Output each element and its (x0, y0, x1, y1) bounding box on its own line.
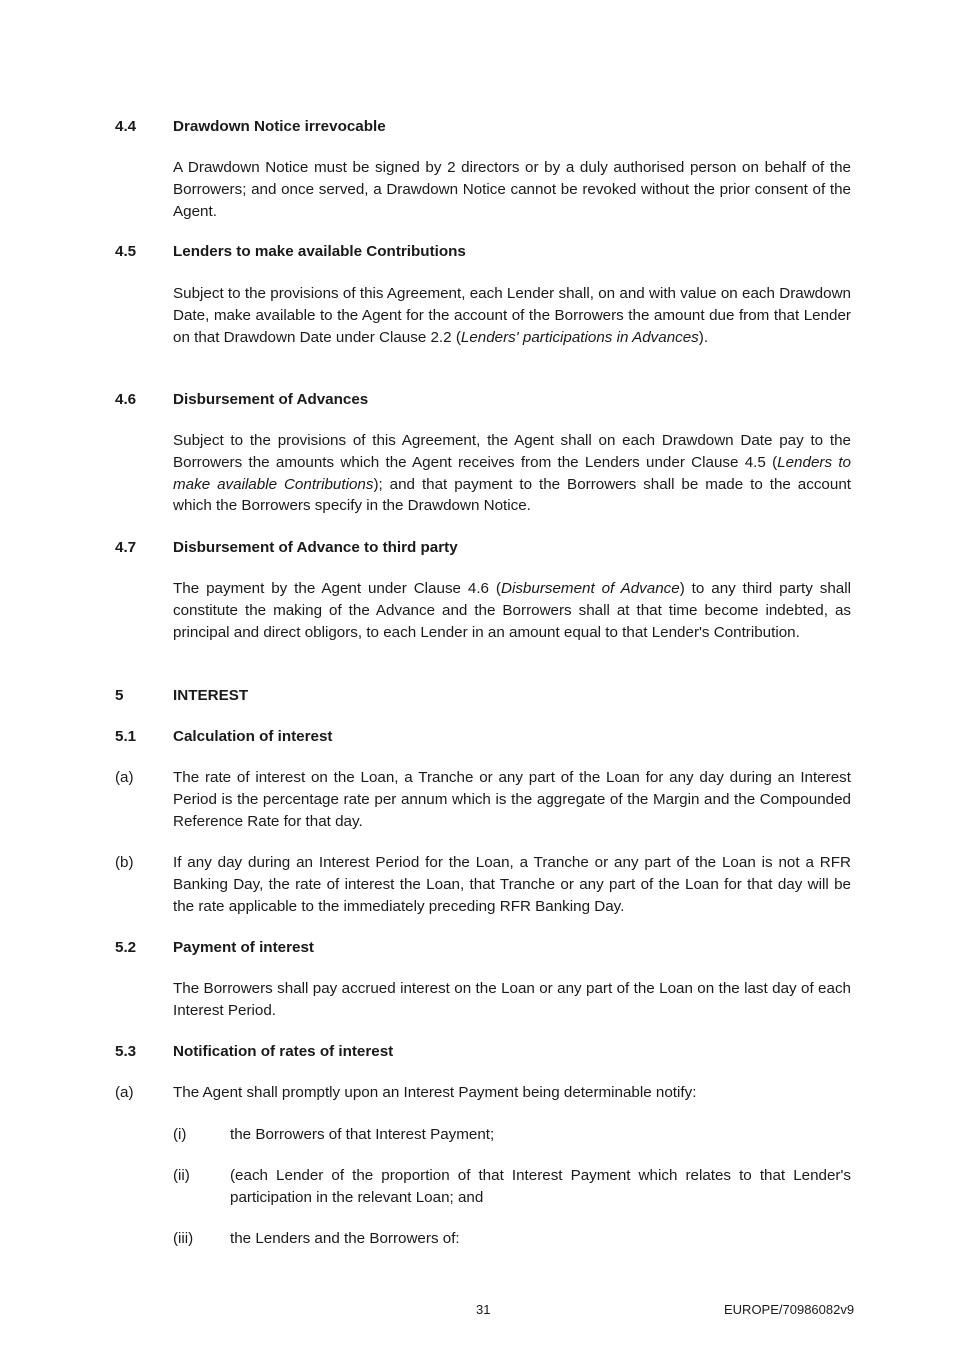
section-heading-4-7: Disbursement of Advance to third party (173, 539, 458, 556)
section-heading-5-3: Notification of rates of interest (173, 1043, 394, 1060)
clause-label-5-1-a: (a) (115, 769, 134, 786)
section-number-5-3: 5.3 (115, 1043, 137, 1060)
section-number-5-1: 5.1 (115, 728, 137, 745)
subclause-body-iii: the Lenders and the Borrowers of: (230, 1230, 460, 1247)
section-heading-5-1: Calculation of interest (173, 728, 333, 745)
page-number: 31 (476, 1302, 491, 1317)
section-body-5-2: The Borrowers shall pay accrued interest on the Loan or any part of the Loan on the last day of each Interest Period. (173, 980, 851, 1019)
section-heading-4-4: Drawdown Notice irrevocable (173, 118, 386, 135)
section-body-4-4: A Drawdown Notice must be signed by 2 directors or by a duly authorised person on behalf of the Borrowers; and once served, a Drawdown Notice cannot be revoked without the prior consent of the Agent. (173, 159, 851, 220)
subclause-body-i: the Borrowers of that Interest Payment; (230, 1126, 495, 1143)
section-body-4-7: The payment by the Agent under Clause 4.6 (Disbursement of Advance) to any third party shall constitute the making of the Advance and the Borrowers shall at that time become indebted, as principal and direct obligors, to each Lender in an amount equal to that Lender's Contribution. (173, 580, 851, 641)
section-number-4-6: 4.6 (115, 391, 137, 408)
cross-reference: Lenders' participations in Advances (460, 328, 699, 346)
subclause-label-i: (i) (173, 1126, 187, 1143)
subclause-label-ii: (ii) (173, 1167, 190, 1184)
clause-label-5-3-a: (a) (115, 1084, 134, 1101)
subclause-body-ii: (each Lender of the proportion of that Interest Payment which relates to that Lender's participation in the relevant Loan; and (230, 1167, 851, 1206)
section-heading-5: INTEREST (173, 687, 249, 704)
clause-body-5-3-a: The Agent shall promptly upon an Interest Payment being determinable notify: (173, 1084, 697, 1101)
cross-reference: Lenders to make available Contributions (173, 453, 851, 493)
cross-reference: Disbursement of Advance (500, 580, 680, 597)
section-heading-4-6: Disbursement of Advances (173, 391, 369, 408)
section-body-4-5: Subject to the provisions of this Agreement, each Lender shall, on and with value on each Drawdown Date, make available to the Agent for the account of the Borrowers the amount due from that Lender on that Drawdown Date under Clause 2.2 (Lenders' participations in Advances). (173, 285, 851, 346)
section-number-5: 5 (115, 687, 124, 704)
clause-body-5-1-a: The rate of interest on the Loan, a Tranche or any part of the Loan for any day during an Interest Period is the percentage rate per annum which is the aggregate of the Margin and the Compounded Reference Rate for that day. (173, 769, 851, 830)
section-heading-4-5: Lenders to make available Contributions (173, 243, 466, 260)
section-number-5-2: 5.2 (115, 939, 137, 956)
section-number-4-7: 4.7 (115, 539, 137, 556)
subclause-label-iii: (iii) (173, 1230, 194, 1247)
section-number-4-4: 4.4 (115, 118, 137, 135)
document-reference: EUROPE/70986082v9 (724, 1302, 855, 1317)
clause-body-5-1-b: If any day during an Interest Period for the Loan, a Tranche or any part of the Loan is not a RFR Banking Day, the rate of interest the Loan, that Tranche or any part of the Loan for that day will be the rate applicable to the immediately preceding RFR Banking Day. (173, 854, 851, 915)
clause-label-5-1-b: (b) (115, 854, 134, 871)
section-number-4-5: 4.5 (115, 243, 137, 260)
section-body-4-6: Subject to the provisions of this Agreement, the Agent shall on each Drawdown Date pay to the Borrowers the amounts which the Agent receives from the Lenders under Clause 4.5 (Lenders to make available Contributions); and that payment to the Borrowers shall be made to the account which the Borrowers specify in the Drawdown Notice. (173, 432, 851, 515)
section-heading-5-2: Payment of interest (173, 939, 314, 956)
